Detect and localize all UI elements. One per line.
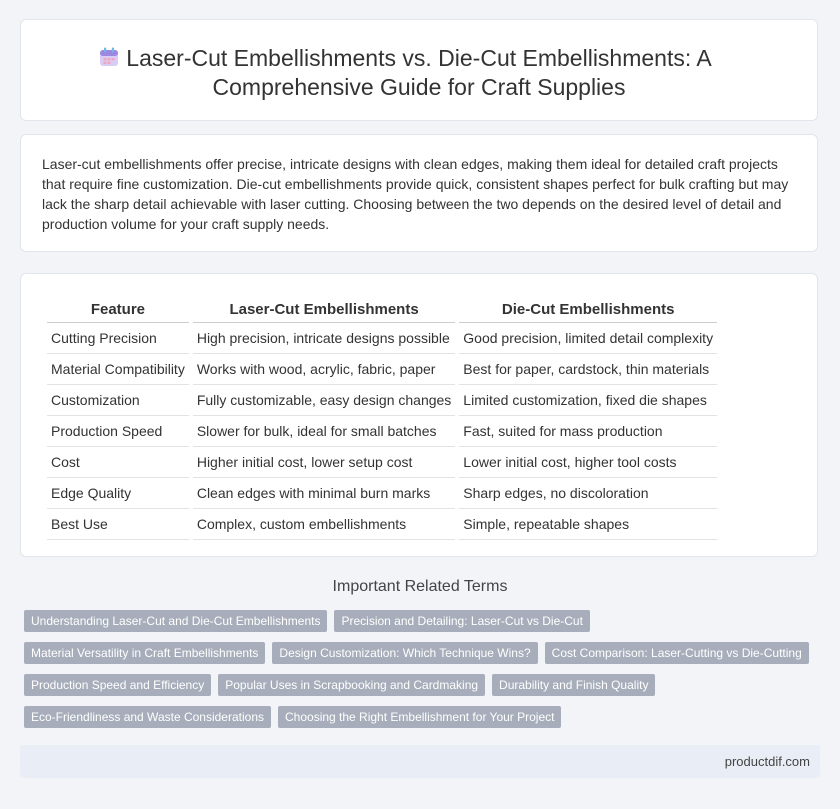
table-row bbox=[47, 385, 717, 416]
related-term-tag[interactable]: Durability and Finish Quality bbox=[492, 674, 655, 696]
related-terms-list bbox=[24, 610, 824, 738]
title-card bbox=[20, 19, 818, 121]
related-term-tag[interactable]: Material Versatility in Craft Embellishments bbox=[24, 642, 265, 664]
related-term-tag[interactable]: Production Speed and Efficiency bbox=[24, 674, 211, 696]
tag-row bbox=[24, 674, 824, 696]
table-row bbox=[47, 354, 717, 385]
header-feature: Feature bbox=[47, 296, 189, 323]
comparison-table bbox=[43, 296, 721, 540]
cell-die-cut: Best for paper, cardstock, thin materials bbox=[459, 354, 717, 385]
related-term-tag[interactable]: Understanding Laser-Cut and Die-Cut Embellishments bbox=[24, 610, 327, 632]
cell-laser-cut: Clean edges with minimal burn marks bbox=[193, 478, 455, 509]
intro-card bbox=[20, 134, 818, 252]
cell-laser-cut: Fully customizable, easy design changes bbox=[193, 385, 455, 416]
related-term-tag[interactable]: Cost Comparison: Laser-Cutting vs Die-Cutting bbox=[545, 642, 809, 664]
cell-die-cut: Limited customization, fixed die shapes bbox=[459, 385, 717, 416]
cell-die-cut: Sharp edges, no discoloration bbox=[459, 478, 717, 509]
cell-feature: Customization bbox=[47, 385, 189, 416]
related-terms-heading: Important Related Terms bbox=[332, 578, 508, 595]
cell-feature: Edge Quality bbox=[47, 478, 189, 509]
table-row bbox=[47, 509, 717, 540]
cell-laser-cut: Slower for bulk, ideal for small batches bbox=[193, 416, 455, 447]
cell-laser-cut: Higher initial cost, lower setup cost bbox=[193, 447, 455, 478]
cell-feature: Material Compatibility bbox=[47, 354, 189, 385]
cell-feature: Cutting Precision bbox=[47, 323, 189, 354]
cell-die-cut: Lower initial cost, higher tool costs bbox=[459, 447, 717, 478]
table-row bbox=[47, 416, 717, 447]
footer-site-link[interactable]: productdif.com bbox=[724, 754, 810, 769]
related-term-tag[interactable]: Popular Uses in Scrapbooking and Cardmaking bbox=[218, 674, 485, 696]
table-row bbox=[47, 323, 717, 354]
intro-paragraph: Laser-cut embellishments offer precise, intricate designs with clean edges, making them ideal for detailed craft projects that require fine customization. Die-cut embellishments provide quick, consistent shapes perfect for bulk crafting but may lack the sharp detail achievable with laser cutting. Choosing between the two depends on the desired level of detail and production volume for your craft supply needs. bbox=[42, 156, 789, 232]
related-term-tag[interactable]: Precision and Detailing: Laser-Cut vs Die-Cut bbox=[334, 610, 589, 632]
tag-row bbox=[24, 610, 824, 632]
cell-die-cut: Simple, repeatable shapes bbox=[459, 509, 717, 540]
related-term-tag[interactable]: Choosing the Right Embellishment for Your Project bbox=[278, 706, 561, 728]
comparison-card bbox=[20, 273, 818, 557]
related-term-tag[interactable]: Design Customization: Which Technique Wins? bbox=[272, 642, 537, 664]
related-term-tag[interactable]: Eco-Friendliness and Waste Considerations bbox=[24, 706, 271, 728]
cell-feature: Production Speed bbox=[47, 416, 189, 447]
tag-row bbox=[24, 706, 824, 728]
footer bbox=[20, 745, 820, 778]
page-title: Laser-Cut Embellishments vs. Die-Cut Embellishments: A Comprehensive Guide for Craft Supplies bbox=[126, 45, 712, 100]
cell-die-cut: Good precision, limited detail complexity bbox=[459, 323, 717, 354]
cell-laser-cut: Complex, custom embellishments bbox=[193, 509, 455, 540]
cell-die-cut: Fast, suited for mass production bbox=[459, 416, 717, 447]
table-row bbox=[47, 478, 717, 509]
cell-laser-cut: High precision, intricate designs possible bbox=[193, 323, 455, 354]
table-header-row bbox=[47, 296, 717, 323]
header-die-cut: Die-Cut Embellishments bbox=[459, 296, 717, 323]
tag-row bbox=[24, 642, 824, 664]
cell-laser-cut: Works with wood, acrylic, fabric, paper bbox=[193, 354, 455, 385]
table-row bbox=[47, 447, 717, 478]
header-laser-cut: Laser-Cut Embellishments bbox=[193, 296, 455, 323]
cell-feature: Best Use bbox=[47, 509, 189, 540]
cell-feature: Cost bbox=[47, 447, 189, 478]
